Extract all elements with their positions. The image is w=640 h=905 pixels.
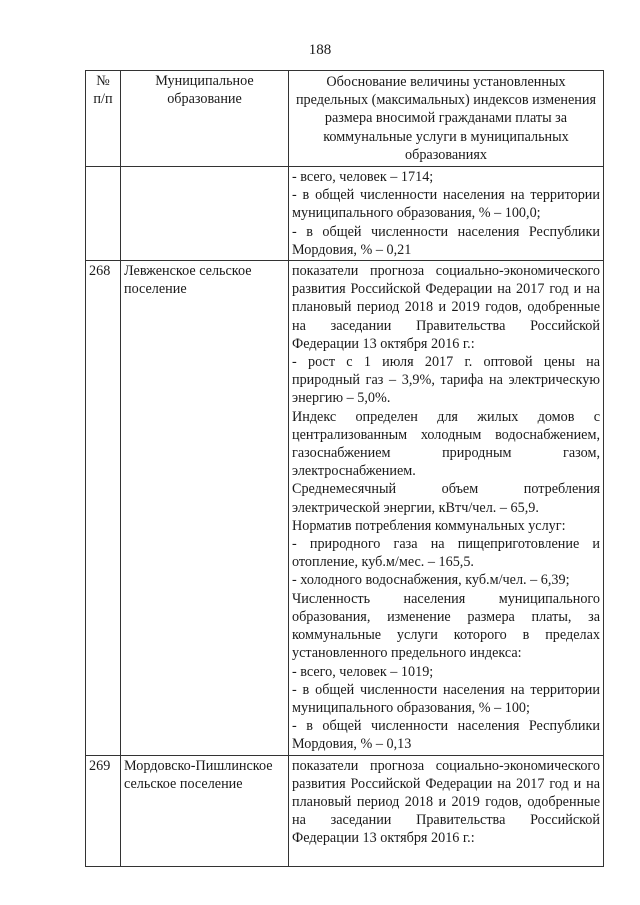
table-row-continuation <box>86 167 604 261</box>
justification-line: - холодного водоснабжения, куб.м/чел. – 6,39; <box>292 572 570 589</box>
cell-justification <box>289 755 604 866</box>
page-number: 188 <box>308 42 332 58</box>
justification-line: - в общей численности населения на территории муниципального образования, % – 100; <box>292 681 600 716</box>
cell-number <box>86 167 121 261</box>
header-justification: Обоснование величины установленных предельных (максимальных) индексов изменения размера вносимой гражданами платы за коммунальные услуги в муниципальных образованиях <box>289 71 604 167</box>
justification-line: - в общей численности населения на территории муниципального образования, % – 100,0; <box>292 187 600 222</box>
header-number: № п/п <box>86 71 121 167</box>
justification-line: показатели прогноза социально-экономического развития Российской Федерации на 2017 год и на плановый период 2018 и 2019 годов, одобренные на заседании Правительства Российской Федерации 13 октября 2016 г.: <box>292 757 600 847</box>
justification-line: - всего, человек – 1019; <box>292 663 434 680</box>
justification-line: - рост с 1 июля 2017 г. оптовой цены на природный газ – 3,9%, тарифа на электрическую энергию – 5,0%. <box>292 354 600 407</box>
justification-line: Индекс определен для жилых домов с централизованным холодным водоснабжением, газоснабжением природным газом, электроснабжением. <box>292 408 600 480</box>
cell-number: 268 <box>86 261 121 755</box>
municipality-name: Левженское сельское поселение <box>124 263 252 298</box>
municipal-index-table <box>85 70 604 867</box>
cell-municipality <box>121 167 289 261</box>
cell-number: 269 <box>86 755 121 866</box>
justification-line: - в общей численности населения Республики Мордовия, % – 0,21 <box>292 223 600 258</box>
table-row <box>86 261 604 755</box>
table-header-row <box>86 71 604 167</box>
justification-line: показатели прогноза социально-экономического развития Российской Федерации на 2017 год и на плановый период 2018 и 2019 годов, одобренные на заседании Правительства Российской Федерации 13 октября 2016 г.: <box>292 263 600 352</box>
cell-justification <box>289 261 604 755</box>
justification-line: Численность населения муниципального образования, изменение размера платы, за коммунальные услуги которого в пределах установленного предельного индекса: <box>292 590 600 662</box>
justification-line: Норматив потребления коммунальных услуг: <box>292 517 566 534</box>
justification-line: - всего, человек – 1714; <box>292 169 434 186</box>
cell-justification <box>289 167 604 261</box>
justification-line: - в общей численности населения Республики Мордовия, % – 0,13 <box>292 718 600 753</box>
header-municipality: Муниципальное образование <box>121 71 289 167</box>
cell-municipality <box>121 261 289 755</box>
municipality-name: Мордовско-Пишлинское сельское поселение <box>124 757 273 792</box>
table-row <box>86 755 604 866</box>
justification-line: Среднемесячный объем потребления электрической энергии, кВтч/чел. – 65,9. <box>292 481 600 516</box>
justification-line: - природного газа на пищеприготовление и отопление, куб.м/мес. – 165,5. <box>292 536 600 571</box>
cell-municipality <box>121 755 289 866</box>
